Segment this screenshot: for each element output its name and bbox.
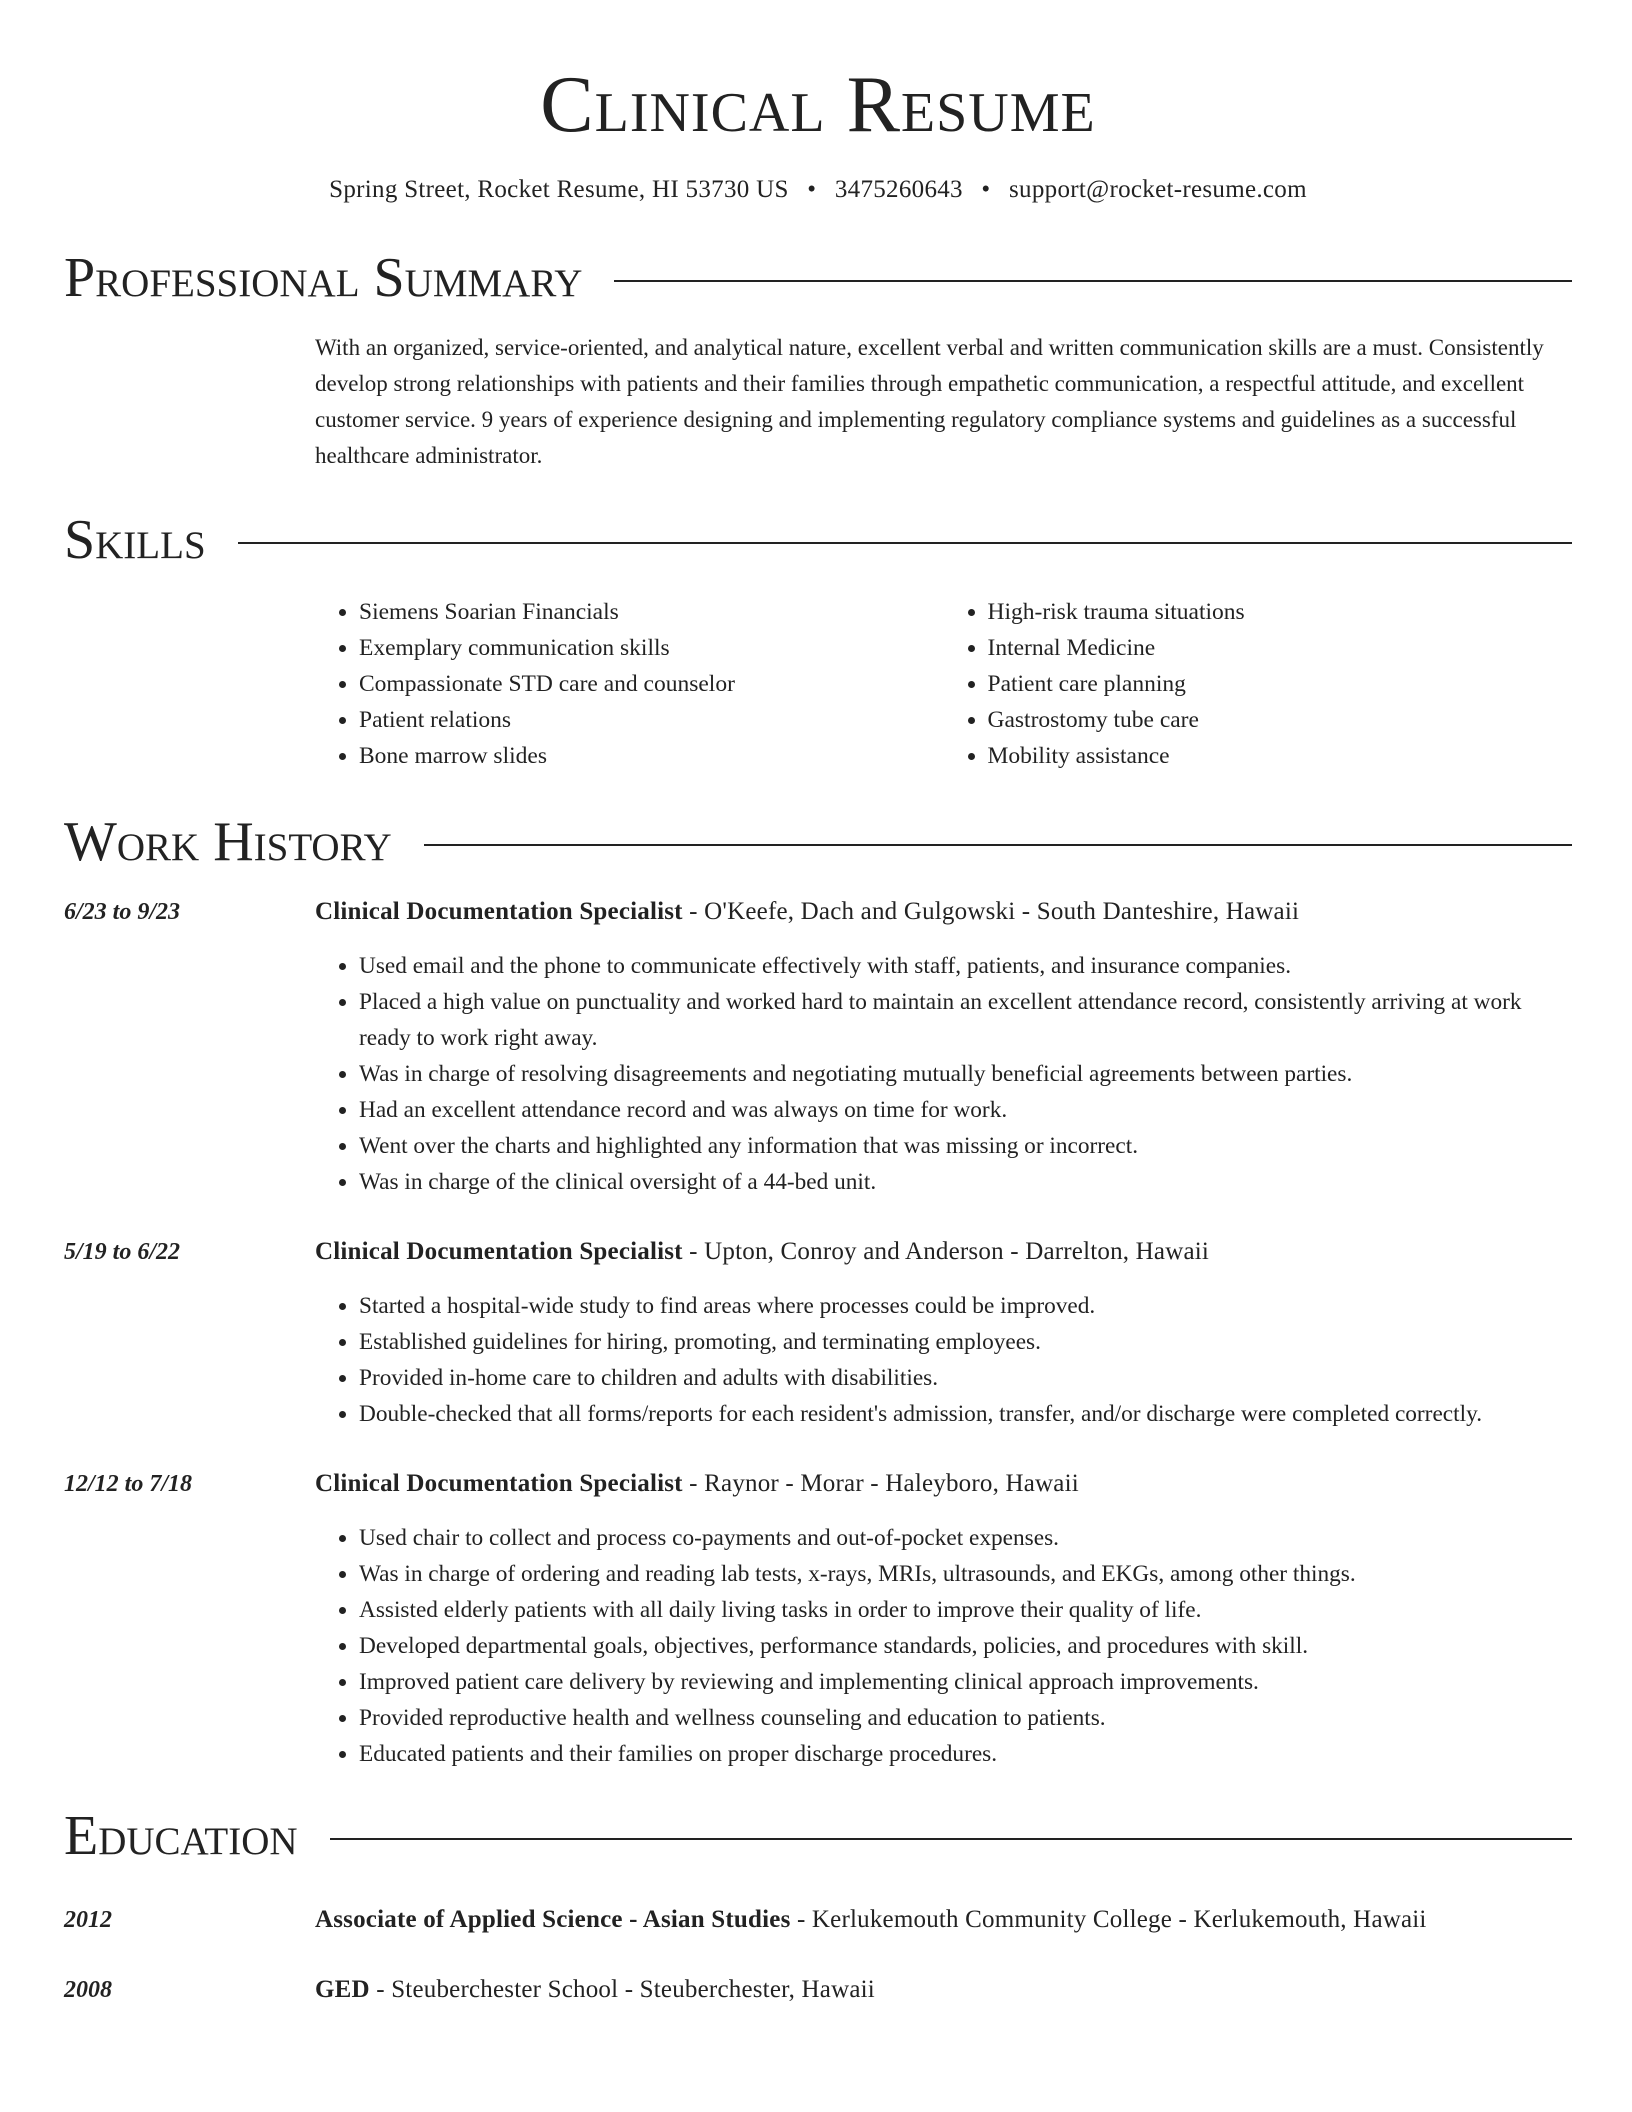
job-heading [315,1234,1572,1270]
resume-page [64,0,1572,2008]
contact-email: support@rocket-resume.com [1009,176,1307,203]
skill-item: • Internal Medicine [988,630,1573,666]
education-section-header [64,1802,1572,1870]
education-degree: Associate of Applied Science - Asian Studies [315,1906,791,1933]
job-entry [64,1466,1572,1772]
education-entry [64,1972,1572,2008]
section-divider [330,1838,1572,1840]
job-title: Clinical Documentation Specialist [315,898,683,925]
job-bullet: • Provided in-home care to children and adults with disabilities. [359,1360,1572,1396]
job-dates: 6/23 to 9/23 [64,899,181,925]
skill-item: • Exemplary communication skills [359,630,944,666]
job-bullet: • Was in charge of the clinical oversight of a 44-bed unit. [359,1164,1572,1200]
job-employer: - Raynor - Morar - Haleyboro, Hawaii [682,1470,1079,1497]
job-title: Clinical Documentation Specialist [315,1238,683,1265]
education-entry [64,1902,1572,1938]
skills-column-right [944,594,1573,774]
job-body [315,1234,1572,1432]
job-heading [315,1466,1572,1502]
job-bullet: • Used chair to collect and process co-payments and out-of-pocket expenses. [359,1520,1572,1556]
job-bullets [315,1288,1572,1432]
education-heading-line [315,1972,875,2008]
summary-heading: Professional Summary [64,247,583,309]
job-bullets [315,1520,1572,1772]
skill-item: • High-risk trauma situations [988,594,1573,630]
job-entry [64,1234,1572,1432]
skill-item: • Patient care planning [988,666,1573,702]
job-bullet: • Went over the charts and highlighted any information that was missing or incorrect. [359,1128,1572,1164]
work-section-header [64,808,1572,876]
section-divider [614,280,1572,282]
summary-section-header [64,244,1572,312]
education-degree: GED [315,1976,370,2003]
education-date: 2008 [64,1977,112,2003]
skill-item: • Bone marrow slides [359,738,944,774]
education-school: - Steuberchester School - Steuberchester, Hawaii [369,1976,875,2003]
job-bullet: • Started a hospital-wide study to find areas where processes could be improved. [359,1288,1572,1324]
job-heading [315,894,1572,930]
job-bullets [315,948,1572,1200]
education-date: 2012 [64,1907,112,1933]
section-divider [424,844,1572,846]
summary-text: With an organized, service-oriented, and analytical nature, excellent verbal and written communication skills are a must. Consistently develop strong relationships with patients and their families through empathetic communication, a respectful attitude, and excellent customer service. 9 years of experience designing and implementing regulatory compliance systems and guidelines as a successful healthcare administrator. [315,335,1544,468]
job-body [315,894,1572,1200]
job-dates: 12/12 to 7/18 [64,1471,193,1497]
contact-separator: • [807,176,817,203]
resume-title: Clinical Resume [540,61,1096,149]
work-heading: Work History [64,811,392,873]
skills-list [315,594,1572,774]
education-school: - Kerlukemouth Community College - Kerlukemouth, Hawaii [790,1906,1427,1933]
job-bullet: • Provided reproductive health and wellness counseling and education to patients. [359,1700,1572,1736]
job-bullet: • Placed a high value on punctuality and worked hard to maintain an excellent attendance record, consistently arriving at work ready to work right away. [359,984,1572,1056]
education-heading: Education [64,1805,298,1867]
job-bullet: • Was in charge of resolving disagreements and negotiating mutually beneficial agreements between parties. [359,1056,1572,1092]
job-bullet: • Double-checked that all forms/reports for each resident's admission, transfer, and/or discharge were completed correctly. [359,1396,1572,1432]
job-body [315,1466,1572,1772]
job-bullet: • Assisted elderly patients with all daily living tasks in order to improve their quality of life. [359,1592,1572,1628]
skill-item: • Compassionate STD care and counselor [359,666,944,702]
contact-line [64,172,1572,208]
job-bullet: • Developed departmental goals, objectives, performance standards, policies, and procedures with skill. [359,1628,1572,1664]
job-bullet: • Improved patient care delivery by reviewing and implementing clinical approach improvements. [359,1664,1572,1700]
skill-item: • Mobility assistance [988,738,1573,774]
skills-heading: Skills [64,509,206,571]
job-dates: 5/19 to 6/22 [64,1239,181,1265]
skill-item: • Patient relations [359,702,944,738]
job-employer: - Upton, Conroy and Anderson - Darrelton, Hawaii [682,1238,1210,1265]
job-bullet: • Educated patients and their families on proper discharge procedures. [359,1736,1572,1772]
skill-item: • Siemens Soarian Financials [359,594,944,630]
contact-phone: 3475260643 [834,176,963,203]
job-bullet: • Established guidelines for hiring, promoting, and terminating employees. [359,1324,1572,1360]
skills-column-left [315,594,944,774]
contact-address: Spring Street, Rocket Resume, HI 53730 US [329,176,789,203]
job-bullet: • Used email and the phone to communicate effectively with staff, patients, and insurance companies. [359,948,1572,984]
job-bullet: • Was in charge of ordering and reading lab tests, x-rays, MRIs, ultrasounds, and EKGs, among other things. [359,1556,1572,1592]
education-heading-line [315,1902,1427,1938]
job-title: Clinical Documentation Specialist [315,1470,683,1497]
contact-separator: • [981,176,991,203]
skill-item: • Gastrostomy tube care [988,702,1573,738]
job-employer: - O'Keefe, Dach and Gulgowski - South Danteshire, Hawaii [682,898,1300,925]
skills-section-header [64,506,1572,574]
job-bullet: • Had an excellent attendance record and was always on time for work. [359,1092,1572,1128]
section-divider [238,542,1572,544]
job-entry [64,894,1572,1200]
